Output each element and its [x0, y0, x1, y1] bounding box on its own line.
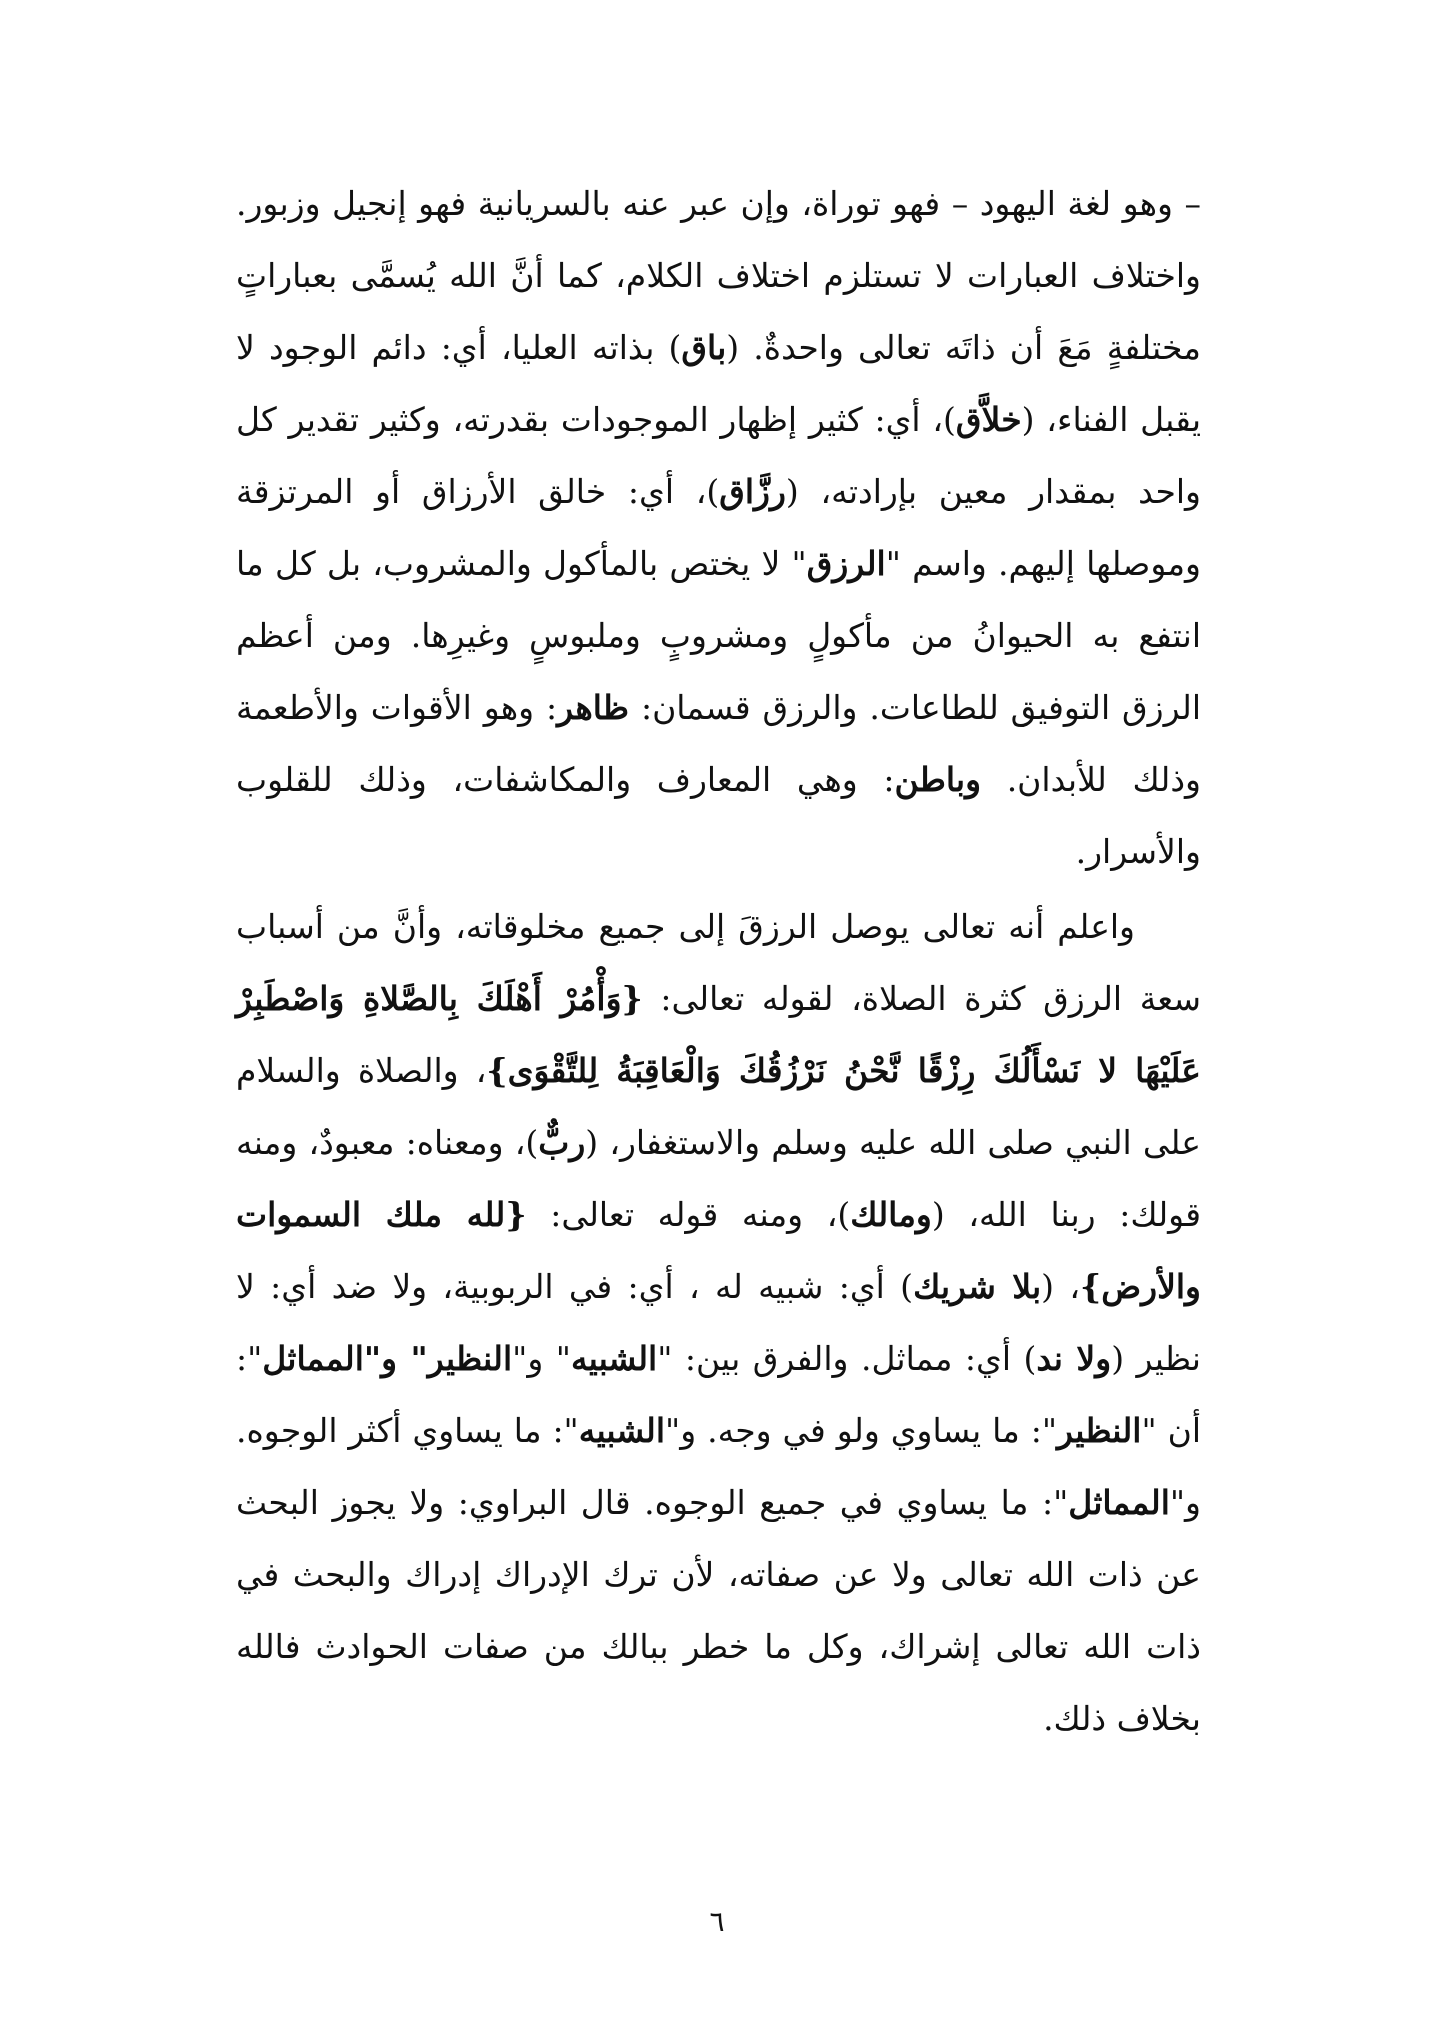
- bold-term-rabb: ربٌّ: [538, 1123, 586, 1162]
- text-run: ": أن ": [236, 1339, 1201, 1450]
- text-run: ) أي: شبيه له ، أي: في الربوبية، ولا ضد أي: لا نظير (: [236, 1267, 1201, 1378]
- bold-term-rizq: الرزق: [806, 544, 886, 583]
- text-run: ) بذاته العليا، أي: دائم الوجود لا يقبل الفناء، (: [236, 328, 1202, 439]
- bold-term-batin: وباطن: [894, 760, 982, 799]
- page-number: ٦: [709, 1905, 725, 1938]
- text-run: ) أي: مماثل. والفرق بين: ": [657, 1339, 1037, 1378]
- bold-quran-verse-2: {لله ملك السموات والأرض}: [236, 1195, 1201, 1306]
- bold-term-malik: ومالك: [850, 1195, 932, 1234]
- bold-quran-verse: {وَأْمُرْ أَهْلَكَ بِالصَّلاةِ وَاصْطَبِرْ عَلَيْهَا لا نَسْأَلُكَ رِزْقًا نَّحْنُ نَرْزُقُكَ وَالْعَاقِبَةُ لِلتَّقْوَى}: [236, 979, 1202, 1090]
- bold-term-mumathil: المماثل: [1068, 1483, 1170, 1522]
- paragraph-2-text: [236, 891, 1201, 1755]
- text-run: ، (: [1041, 1267, 1081, 1306]
- bold-term-shabih-2: الشبيه: [578, 1411, 666, 1450]
- text-run: : وهي المعارف والمكاشفات، وذلك للقلوب والأسرار.: [236, 760, 1201, 871]
- text-run: ": ما يساوي في جميع الوجوه. قال البراوي: ولا يجوز البحث عن ذات الله تعالى ولا عن صفاته، لأن ترك الإدراك إدراك والبحث في ذات الله تعالى إشراك، وكل ما خطر ببالك من صفات الحوادث فالله بخلاف ذلك.: [236, 1483, 1201, 1738]
- paragraph-1: [236, 168, 1201, 888]
- text-run: ، والصلاة والسلام على النبي صلى الله عليه وسلم والاستغفار، (: [236, 1051, 1201, 1162]
- text-run: : وهو الأقوات والأطعمة وذلك للأبدان.: [236, 688, 1201, 799]
- text-run: ": ما يساوي ولو في وجه. و": [665, 1411, 1058, 1450]
- text-run: – وهو لغة اليهود – فهو توراة، وإن عبر عنه بالسريانية فهو إنجيل وزبور. واختلاف العبارات لا تستلزم اختلاف الكلام، كما أنَّ الله يُسمَّى بعباراتٍ مختلفةٍ مَعَ أن ذاتَه تعالى واحدةٌ. (: [236, 184, 1201, 367]
- text-run: واعلم أنه تعالى يوصل الرزقَ إلى جميع مخلوقاته، وأنَّ من أسباب سعة الرزق كثرة الصلاة، لقوله تعالى:: [236, 907, 1201, 1018]
- text-run: )، ومنه قوله تعالى:: [526, 1195, 851, 1234]
- bold-term-khallaq: خلاَّق: [955, 400, 1022, 439]
- bold-term-zahir: ظاهر: [557, 688, 630, 727]
- bold-term-baq: باق: [681, 328, 727, 367]
- paragraph-2: [236, 891, 1201, 1755]
- bold-term-wala-nidd: ولا ند: [1036, 1339, 1112, 1378]
- text-run: ": ما يساوي أكثر الوجوه. و": [236, 1411, 1201, 1522]
- text-run: )، أي: كثير إظهار الموجودات بقدرته، وكثير تقدير كل واحد بمقدار معين بإرادته، (: [236, 400, 1201, 511]
- paragraph-1-text: [236, 168, 1201, 888]
- bold-term-bila-sharik: بلا شريك: [913, 1267, 1042, 1306]
- bold-term-nazir-mumathil: النظير" و"المماثل: [262, 1339, 513, 1378]
- text-run: " لا يختص بالمأكول والمشروب، بل كل ما انتفع به الحيوانُ من مأكولٍ ومشروبٍ وملبوسٍ وغيرِها. ومن أعظم الرزق التوفيق للطاعات. والرزق قسمان:: [236, 544, 1201, 727]
- bold-term-shabih: الشبيه: [570, 1339, 658, 1378]
- text-run: )، ومعناه: معبودٌ، ومنه قولك: ربنا الله، (: [236, 1123, 1202, 1234]
- text-run: " و": [512, 1339, 571, 1378]
- bold-term-razzaq: رزَّاق: [719, 472, 786, 511]
- bold-term-nazir: النظير: [1057, 1411, 1142, 1450]
- text-run: )، أي: خالق الأرزاق أو المرتزقة وموصلها إليهم. واسم ": [236, 472, 1201, 583]
